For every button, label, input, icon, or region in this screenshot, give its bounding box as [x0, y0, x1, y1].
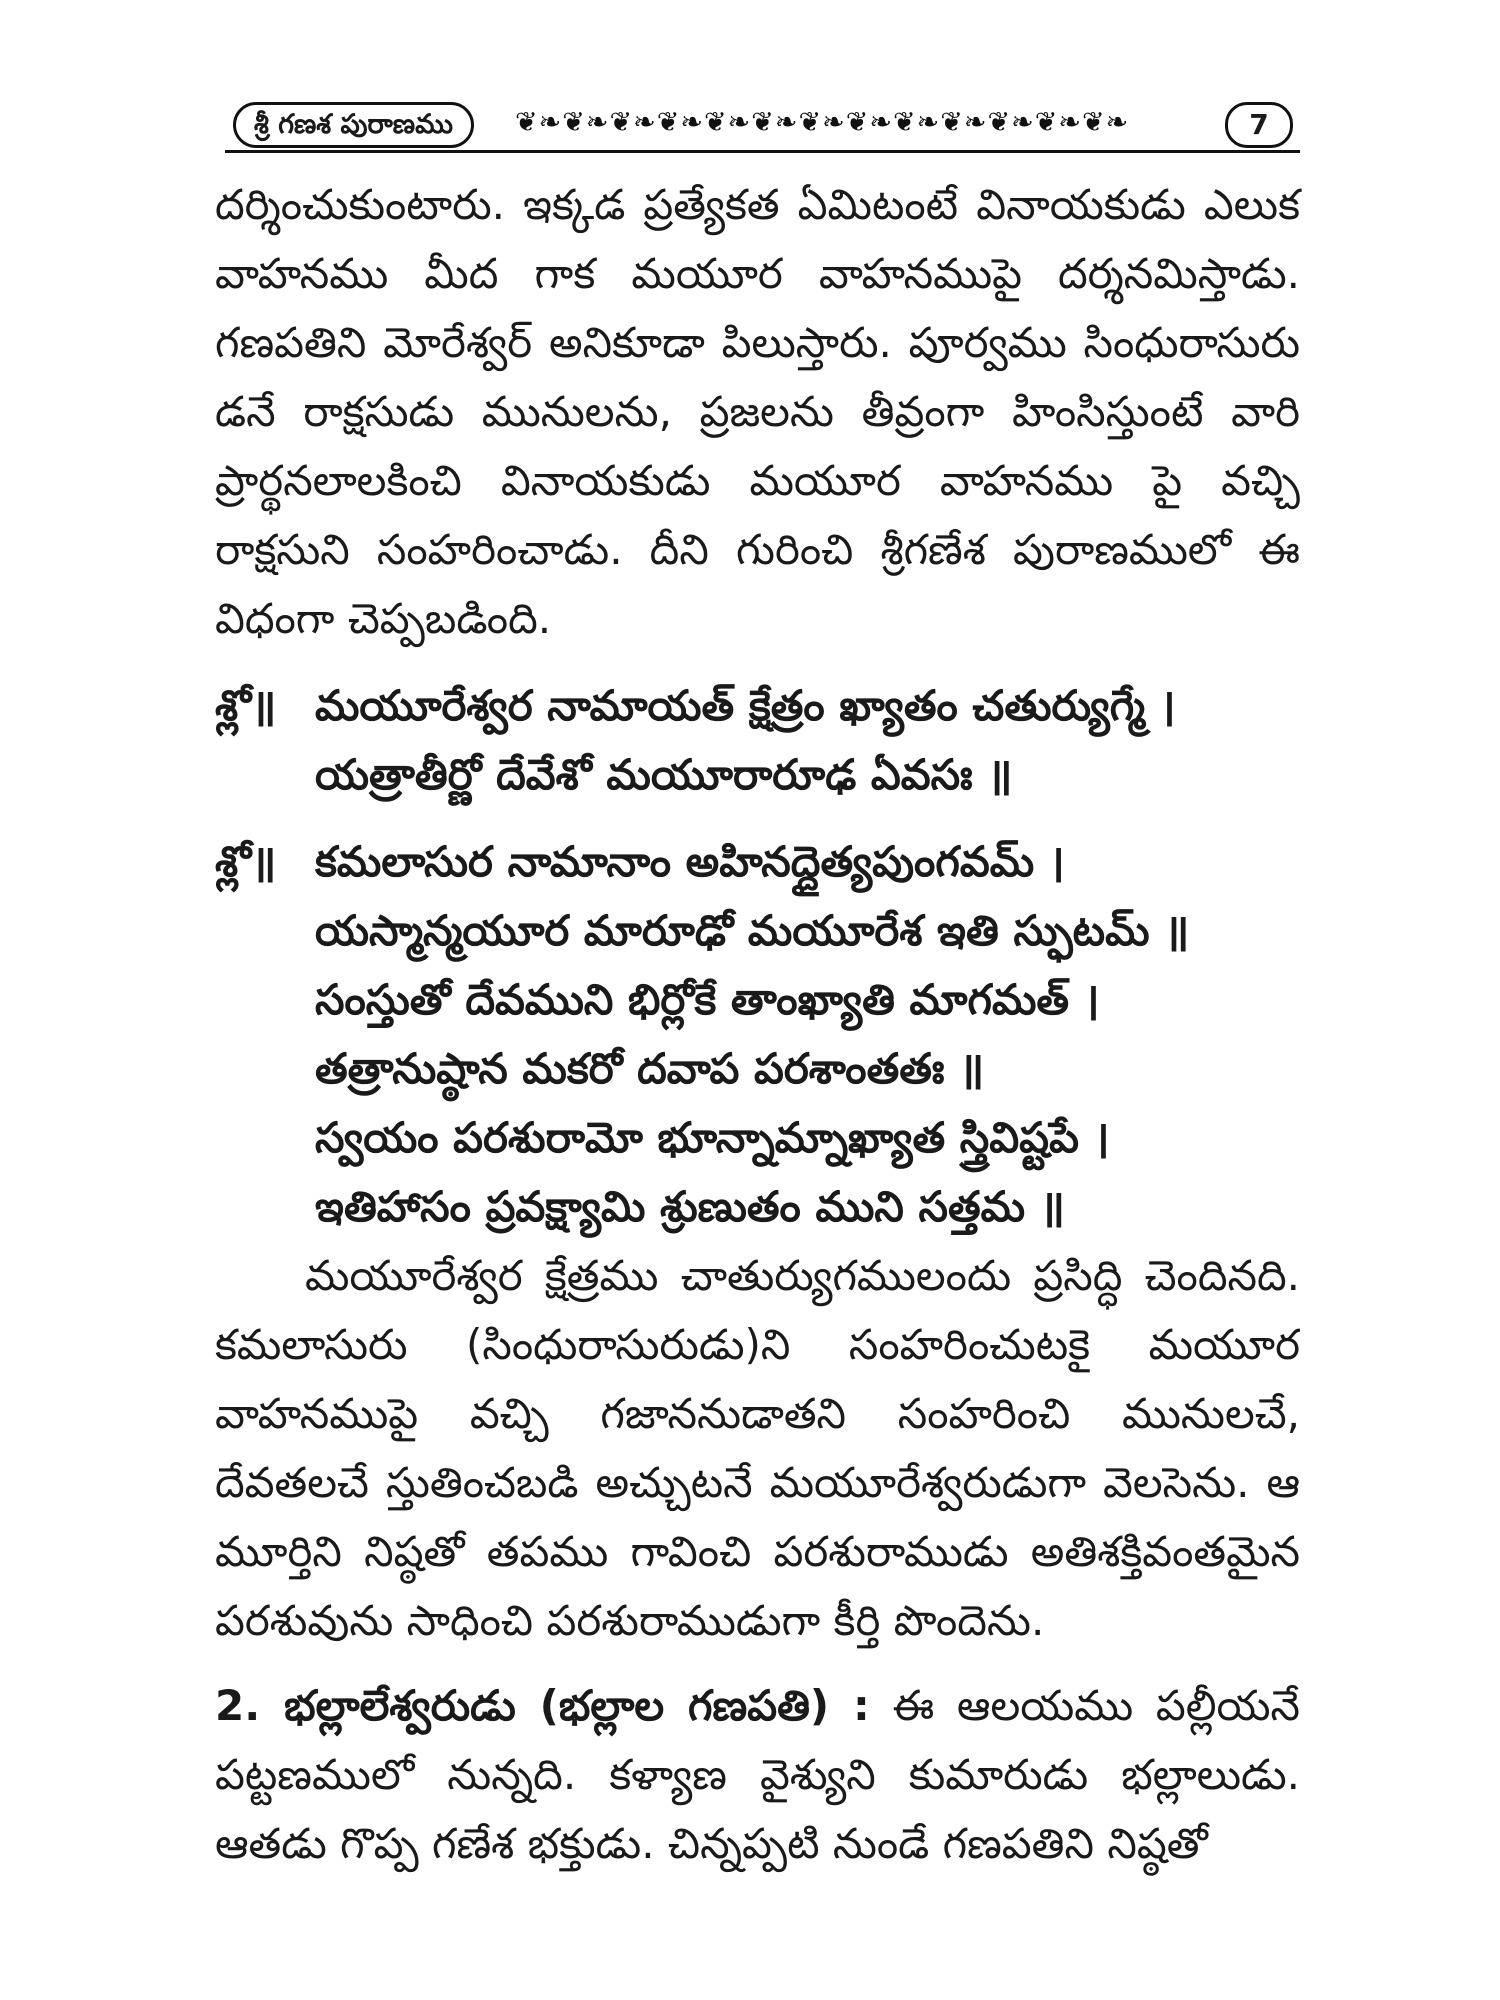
- verse-line: స్వయం పరశురామో భూన్నామ్నాఖ్యాత స్త్రివిష్టపే ।: [315, 1113, 1110, 1162]
- section-paragraph: [215, 1671, 1300, 1878]
- explanation-paragraph: మయూరేశ్వర క్షేత్రము చాతుర్యుగములందు ప్రసిద్ధి చెందినది. కమలాసురు (సింధురాసురుడు)ని సంహరించుటకై మయూర వాహనముపై వచ్చి గజాననుడాతని సంహరించి మునులచే, దేవతలచే స్తుతించబడి అచ్చుటనే మయూరేశ్వరుడుగా వెలసెను. ఆ మూర్తిని నిష్ఠతో తపము గావించి పరశురాముడు అతిశక్తివంతమైన పరశువును సాధించి పరశురాముడుగా కీర్తి పొందెను.: [215, 1251, 1300, 1645]
- verse-text: మయూరేశ్వర నామాయత్ క్షేత్రం ఖ్యాతం చతుర్యుగ్మే ।: [315, 681, 1176, 730]
- verse-line: సంస్తుతో దేవముని భిర్లోకే తాంఖ్యాతి మాగమత్ ।: [315, 975, 1100, 1024]
- page-number: 7: [1225, 102, 1293, 148]
- header-rule: [225, 150, 1300, 153]
- page-content: [215, 170, 1300, 1878]
- verse-block-2: [215, 827, 1300, 1241]
- book-title: శ్రీ గణశ పురాణము: [233, 102, 474, 148]
- header-ornament: ❦❧❦❧❦❧❦❧❦❧❦❧❦❧❦❧❦❧❦❧❦❧❦❧❦❧: [515, 107, 1130, 138]
- page-header: [215, 98, 1300, 154]
- verse-line: ఇతిహాసం ప్రవక్ష్యామి శ్రుణుతం ముని సత్తమ ॥: [315, 1182, 1065, 1231]
- verse-line: తత్రానుష్ఠాన మకరో దవాప పరశాంతతః ॥: [315, 1044, 985, 1093]
- intro-paragraph: దర్శించుకుంటారు. ఇక్కడ ప్రత్యేకత ఏమిటంటే వినాయకుడు ఎలుక వాహనము మీద గాక మయూర వాహనముపై దర్శనమిస్తాడు. గణపతిని మోరేశ్వర్ అనికూడా పిలుస్తారు. పూర్వము సింధురాసురు డనే రాక్షసుడు మునులను, ప్రజలను తీవ్రంగా హింసిస్తుంటే వారి ప్రార్థనలాలకించి వినాయకుడు మయూర వాహనము పై వచ్చి రాక్షసుని సంహరించాడు. దీని గురించి శ్రీగణేశ పురాణములో ఈ విధంగా చెప్పబడింది.: [215, 180, 1300, 643]
- verse-mark: శ్లో॥: [215, 681, 277, 730]
- verse-line: యస్మాన్మయూర మారూఢో మయూరేశ ఇతి స్ఫుటమ్ ॥: [315, 906, 1190, 955]
- verse-block-1: [215, 671, 1300, 809]
- verse-line: [215, 827, 1300, 896]
- section-heading: 2. భల్లాలేశ్వరుడు (భల్లాల గణపతి) :: [215, 1681, 870, 1730]
- verse-text: కమలాసుర నామానాం అహినద్దైత్యపుంగవమ్ ।: [315, 837, 1065, 886]
- verse-mark: శ్లో॥: [215, 837, 277, 886]
- section-text: ఈ ఆలయము పల్లీయనే పట్టణములో నున్నది. కళ్యాణ వైశ్యుని కుమారుడు భల్లాలుడు. ఆతడు గొప్ప గణేశ భక్తుడు. చిన్నప్పటి నుండే గణపతిని నిష్ఠతో: [215, 1681, 1301, 1868]
- verse-line: యత్రాతీర్ణో దేవేశో మయూరారూఢ ఏవసః ॥: [315, 750, 1013, 799]
- verse-line: [215, 671, 1300, 740]
